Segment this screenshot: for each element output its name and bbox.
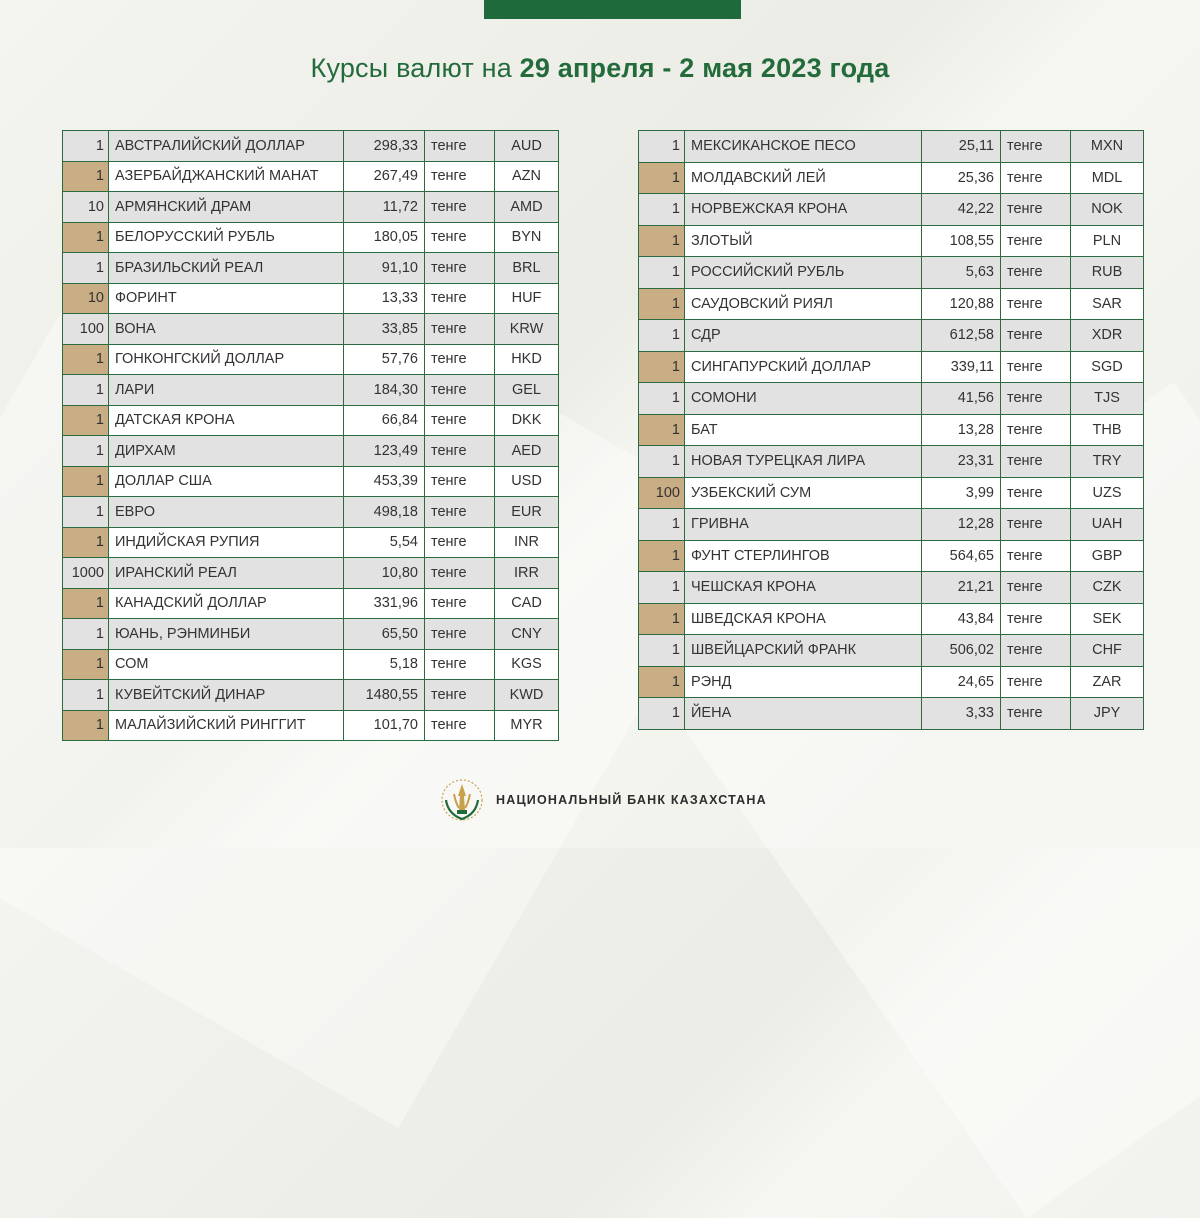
table-row bbox=[63, 222, 559, 253]
table-row bbox=[63, 192, 559, 223]
currency-name-cell: ГРИВНА bbox=[685, 509, 922, 541]
nominal-cell: 1 bbox=[639, 194, 685, 226]
currency-code-cell: AMD bbox=[495, 192, 559, 223]
unit-cell: тенге bbox=[1001, 603, 1071, 635]
currency-name-cell: ДИРХАМ bbox=[109, 436, 344, 467]
currency-name-cell: СИНГАПУРСКИЙ ДОЛЛАР bbox=[685, 351, 922, 383]
currency-code-cell: DKK bbox=[495, 405, 559, 436]
currency-code-cell: UZS bbox=[1071, 477, 1144, 509]
table-row bbox=[63, 680, 559, 711]
rate-cell: 13,33 bbox=[344, 283, 425, 314]
currency-name-cell: АВСТРАЛИЙСКИЙ ДОЛЛАР bbox=[109, 131, 344, 162]
rate-cell: 65,50 bbox=[344, 619, 425, 650]
nominal-cell: 1 bbox=[63, 527, 109, 558]
unit-cell: тенге bbox=[1001, 414, 1071, 446]
table-row bbox=[639, 383, 1144, 415]
currency-name-cell: ЗЛОТЫЙ bbox=[685, 225, 922, 257]
nominal-cell: 100 bbox=[639, 477, 685, 509]
unit-cell: тенге bbox=[1001, 162, 1071, 194]
currency-code-cell: AZN bbox=[495, 161, 559, 192]
currency-name-cell: РОССИЙСКИЙ РУБЛЬ bbox=[685, 257, 922, 289]
rate-cell: 43,84 bbox=[922, 603, 1001, 635]
currency-name-cell: БЕЛОРУССКИЙ РУБЛЬ bbox=[109, 222, 344, 253]
rate-cell: 108,55 bbox=[922, 225, 1001, 257]
currency-code-cell: NOK bbox=[1071, 194, 1144, 226]
nominal-cell: 1 bbox=[639, 162, 685, 194]
currency-name-cell: ЮАНЬ, РЭНМИНБИ bbox=[109, 619, 344, 650]
unit-cell: тенге bbox=[425, 405, 495, 436]
currency-name-cell: КУВЕЙТСКИЙ ДИНАР bbox=[109, 680, 344, 711]
unit-cell: тенге bbox=[1001, 666, 1071, 698]
table-row bbox=[63, 131, 559, 162]
currency-code-cell: BYN bbox=[495, 222, 559, 253]
nominal-cell: 1 bbox=[639, 257, 685, 289]
currency-name-cell: ШВЕЙЦАРСКИЙ ФРАНК bbox=[685, 635, 922, 667]
rate-cell: 331,96 bbox=[344, 588, 425, 619]
nominal-cell: 1 bbox=[63, 710, 109, 741]
currency-code-cell: KWD bbox=[495, 680, 559, 711]
rate-cell: 5,63 bbox=[922, 257, 1001, 289]
title-dates: 29 апреля - 2 мая 2023 года bbox=[519, 53, 890, 83]
nominal-cell: 1 bbox=[639, 509, 685, 541]
currency-name-cell: АРМЯНСКИЙ ДРАМ bbox=[109, 192, 344, 223]
currency-name-cell: ФОРИНТ bbox=[109, 283, 344, 314]
table-row bbox=[63, 436, 559, 467]
rate-cell: 339,11 bbox=[922, 351, 1001, 383]
table-row bbox=[639, 446, 1144, 478]
table-row bbox=[63, 161, 559, 192]
nominal-cell: 1 bbox=[639, 666, 685, 698]
unit-cell: тенге bbox=[425, 344, 495, 375]
table-row bbox=[639, 572, 1144, 604]
rate-cell: 453,39 bbox=[344, 466, 425, 497]
unit-cell: тенге bbox=[425, 680, 495, 711]
currency-name-cell: НОВАЯ ТУРЕЦКАЯ ЛИРА bbox=[685, 446, 922, 478]
currency-name-cell: ГОНКОНГСКИЙ ДОЛЛАР bbox=[109, 344, 344, 375]
nominal-cell: 1 bbox=[63, 619, 109, 650]
currency-code-cell: HKD bbox=[495, 344, 559, 375]
unit-cell: тенге bbox=[425, 131, 495, 162]
currency-name-cell: УЗБЕКСКИЙ СУМ bbox=[685, 477, 922, 509]
currency-name-cell: ЕВРО bbox=[109, 497, 344, 528]
nominal-cell: 1 bbox=[63, 344, 109, 375]
nominal-cell: 10 bbox=[63, 283, 109, 314]
currency-code-cell: AED bbox=[495, 436, 559, 467]
nominal-cell: 1 bbox=[639, 572, 685, 604]
rate-cell: 564,65 bbox=[922, 540, 1001, 572]
table-row bbox=[639, 257, 1144, 289]
currency-code-cell: CHF bbox=[1071, 635, 1144, 667]
rate-cell: 12,28 bbox=[922, 509, 1001, 541]
table-row bbox=[639, 162, 1144, 194]
currency-name-cell: ЙЕНА bbox=[685, 698, 922, 730]
currency-name-cell: АЗЕРБАЙДЖАНСКИЙ МАНАТ bbox=[109, 161, 344, 192]
table-row bbox=[639, 540, 1144, 572]
unit-cell: тенге bbox=[1001, 698, 1071, 730]
currency-code-cell: ZAR bbox=[1071, 666, 1144, 698]
table-row bbox=[63, 344, 559, 375]
currency-code-cell: CNY bbox=[495, 619, 559, 650]
unit-cell: тенге bbox=[425, 283, 495, 314]
table-row bbox=[63, 649, 559, 680]
bank-name: НАЦИОНАЛЬНЫЙ БАНК КАЗАХСТАНА bbox=[496, 793, 767, 807]
nominal-cell: 1 bbox=[63, 131, 109, 162]
rates-table-left bbox=[62, 130, 559, 741]
unit-cell: тенге bbox=[1001, 446, 1071, 478]
unit-cell: тенге bbox=[1001, 540, 1071, 572]
currency-code-cell: BRL bbox=[495, 253, 559, 284]
currency-code-cell: RUB bbox=[1071, 257, 1144, 289]
table-row bbox=[639, 698, 1144, 730]
currency-name-cell: ЧЕШСКАЯ КРОНА bbox=[685, 572, 922, 604]
currency-name-cell: ШВЕДСКАЯ КРОНА bbox=[685, 603, 922, 635]
rates-table-right bbox=[638, 130, 1144, 730]
unit-cell: тенге bbox=[1001, 131, 1071, 163]
nominal-cell: 100 bbox=[63, 314, 109, 345]
currency-code-cell: XDR bbox=[1071, 320, 1144, 352]
currency-name-cell: РЭНД bbox=[685, 666, 922, 698]
rate-cell: 123,49 bbox=[344, 436, 425, 467]
nominal-cell: 1 bbox=[63, 222, 109, 253]
nominal-cell: 1 bbox=[639, 225, 685, 257]
nominal-cell: 1 bbox=[63, 436, 109, 467]
rate-cell: 21,21 bbox=[922, 572, 1001, 604]
table-row bbox=[639, 603, 1144, 635]
currency-code-cell: SGD bbox=[1071, 351, 1144, 383]
unit-cell: тенге bbox=[425, 527, 495, 558]
rate-cell: 180,05 bbox=[344, 222, 425, 253]
rate-cell: 1480,55 bbox=[344, 680, 425, 711]
nominal-cell: 1 bbox=[63, 497, 109, 528]
currency-name-cell: ДОЛЛАР США bbox=[109, 466, 344, 497]
table-row bbox=[63, 710, 559, 741]
unit-cell: тенге bbox=[1001, 383, 1071, 415]
table-row bbox=[639, 288, 1144, 320]
nominal-cell: 1 bbox=[639, 540, 685, 572]
rate-cell: 506,02 bbox=[922, 635, 1001, 667]
table-row bbox=[63, 253, 559, 284]
table-row bbox=[63, 405, 559, 436]
currency-code-cell: GEL bbox=[495, 375, 559, 406]
table-row bbox=[639, 509, 1144, 541]
rate-cell: 66,84 bbox=[344, 405, 425, 436]
currency-name-cell: МАЛАЙЗИЙСКИЙ РИНГГИТ bbox=[109, 710, 344, 741]
rate-cell: 3,33 bbox=[922, 698, 1001, 730]
table-row bbox=[639, 131, 1144, 163]
currency-code-cell: KRW bbox=[495, 314, 559, 345]
table-row bbox=[63, 558, 559, 589]
rate-cell: 23,31 bbox=[922, 446, 1001, 478]
unit-cell: тенге bbox=[425, 161, 495, 192]
nominal-cell: 1 bbox=[639, 383, 685, 415]
unit-cell: тенге bbox=[425, 558, 495, 589]
unit-cell: тенге bbox=[1001, 320, 1071, 352]
table-row bbox=[639, 414, 1144, 446]
nominal-cell: 1 bbox=[639, 635, 685, 667]
nominal-cell: 1 bbox=[63, 680, 109, 711]
nominal-cell: 1 bbox=[63, 466, 109, 497]
currency-name-cell: ЛАРИ bbox=[109, 375, 344, 406]
table-row bbox=[639, 225, 1144, 257]
table-row bbox=[63, 283, 559, 314]
rate-cell: 184,30 bbox=[344, 375, 425, 406]
nominal-cell: 1 bbox=[639, 131, 685, 163]
unit-cell: тенге bbox=[1001, 194, 1071, 226]
rate-cell: 25,36 bbox=[922, 162, 1001, 194]
title-prefix: Курсы валют на bbox=[310, 53, 520, 83]
table-row bbox=[639, 194, 1144, 226]
currency-name-cell: СОМ bbox=[109, 649, 344, 680]
currency-name-cell: САУДОВСКИЙ РИЯЛ bbox=[685, 288, 922, 320]
nominal-cell: 1 bbox=[639, 698, 685, 730]
rate-cell: 11,72 bbox=[344, 192, 425, 223]
rate-cell: 5,18 bbox=[344, 649, 425, 680]
unit-cell: тенге bbox=[425, 649, 495, 680]
currency-code-cell: AUD bbox=[495, 131, 559, 162]
currency-code-cell: SEK bbox=[1071, 603, 1144, 635]
currency-code-cell: MYR bbox=[495, 710, 559, 741]
currency-code-cell: SAR bbox=[1071, 288, 1144, 320]
currency-code-cell: UAH bbox=[1071, 509, 1144, 541]
currency-code-cell: EUR bbox=[495, 497, 559, 528]
unit-cell: тенге bbox=[1001, 477, 1071, 509]
currency-name-cell: ВОНА bbox=[109, 314, 344, 345]
unit-cell: тенге bbox=[425, 436, 495, 467]
currency-code-cell: THB bbox=[1071, 414, 1144, 446]
unit-cell: тенге bbox=[425, 710, 495, 741]
unit-cell: тенге bbox=[1001, 572, 1071, 604]
currency-name-cell: БАТ bbox=[685, 414, 922, 446]
currency-name-cell: БРАЗИЛЬСКИЙ РЕАЛ bbox=[109, 253, 344, 284]
top-accent-bar bbox=[484, 0, 741, 19]
nominal-cell: 1000 bbox=[63, 558, 109, 589]
unit-cell: тенге bbox=[425, 222, 495, 253]
rate-cell: 5,54 bbox=[344, 527, 425, 558]
table-row bbox=[63, 497, 559, 528]
rate-cell: 267,49 bbox=[344, 161, 425, 192]
unit-cell: тенге bbox=[1001, 257, 1071, 289]
unit-cell: тенге bbox=[1001, 509, 1071, 541]
currency-code-cell: MDL bbox=[1071, 162, 1144, 194]
nominal-cell: 1 bbox=[639, 414, 685, 446]
rate-cell: 3,99 bbox=[922, 477, 1001, 509]
rate-cell: 10,80 bbox=[344, 558, 425, 589]
currency-code-cell: HUF bbox=[495, 283, 559, 314]
nominal-cell: 1 bbox=[639, 288, 685, 320]
currency-code-cell: CZK bbox=[1071, 572, 1144, 604]
currency-name-cell: НОРВЕЖСКАЯ КРОНА bbox=[685, 194, 922, 226]
page-title bbox=[0, 53, 1200, 84]
nominal-cell: 1 bbox=[63, 405, 109, 436]
rate-cell: 13,28 bbox=[922, 414, 1001, 446]
national-bank-emblem-icon bbox=[440, 778, 484, 822]
unit-cell: тенге bbox=[1001, 288, 1071, 320]
currency-code-cell: KGS bbox=[495, 649, 559, 680]
currency-code-cell: IRR bbox=[495, 558, 559, 589]
rate-cell: 101,70 bbox=[344, 710, 425, 741]
currency-name-cell: ИРАНСКИЙ РЕАЛ bbox=[109, 558, 344, 589]
rate-cell: 298,33 bbox=[344, 131, 425, 162]
currency-code-cell: JPY bbox=[1071, 698, 1144, 730]
currency-name-cell: КАНАДСКИЙ ДОЛЛАР bbox=[109, 588, 344, 619]
currency-name-cell: ИНДИЙСКАЯ РУПИЯ bbox=[109, 527, 344, 558]
rate-cell: 57,76 bbox=[344, 344, 425, 375]
table-row bbox=[639, 477, 1144, 509]
rate-cell: 33,85 bbox=[344, 314, 425, 345]
currency-name-cell: ФУНТ СТЕРЛИНГОВ bbox=[685, 540, 922, 572]
nominal-cell: 1 bbox=[639, 603, 685, 635]
nominal-cell: 1 bbox=[63, 161, 109, 192]
nominal-cell: 1 bbox=[63, 588, 109, 619]
nominal-cell: 1 bbox=[639, 351, 685, 383]
footer bbox=[440, 778, 767, 822]
table-row bbox=[63, 375, 559, 406]
currency-name-cell: СДР bbox=[685, 320, 922, 352]
currency-code-cell: INR bbox=[495, 527, 559, 558]
unit-cell: тенге bbox=[425, 497, 495, 528]
unit-cell: тенге bbox=[425, 375, 495, 406]
currency-code-cell: TRY bbox=[1071, 446, 1144, 478]
table-row bbox=[639, 666, 1144, 698]
unit-cell: тенге bbox=[425, 253, 495, 284]
table-row bbox=[63, 314, 559, 345]
unit-cell: тенге bbox=[425, 192, 495, 223]
unit-cell: тенге bbox=[425, 314, 495, 345]
currency-code-cell: CAD bbox=[495, 588, 559, 619]
table-row bbox=[63, 588, 559, 619]
rate-cell: 41,56 bbox=[922, 383, 1001, 415]
unit-cell: тенге bbox=[1001, 351, 1071, 383]
rate-cell: 120,88 bbox=[922, 288, 1001, 320]
currency-name-cell: СОМОНИ bbox=[685, 383, 922, 415]
nominal-cell: 1 bbox=[639, 320, 685, 352]
unit-cell: тенге bbox=[425, 466, 495, 497]
unit-cell: тенге bbox=[425, 619, 495, 650]
unit-cell: тенге bbox=[425, 588, 495, 619]
currency-code-cell: PLN bbox=[1071, 225, 1144, 257]
nominal-cell: 1 bbox=[639, 446, 685, 478]
currency-name-cell: ДАТСКАЯ КРОНА bbox=[109, 405, 344, 436]
currency-name-cell: МОЛДАВСКИЙ ЛЕЙ bbox=[685, 162, 922, 194]
table-row bbox=[63, 619, 559, 650]
nominal-cell: 10 bbox=[63, 192, 109, 223]
rate-cell: 42,22 bbox=[922, 194, 1001, 226]
nominal-cell: 1 bbox=[63, 253, 109, 284]
rate-cell: 91,10 bbox=[344, 253, 425, 284]
table-row bbox=[63, 466, 559, 497]
currency-code-cell: TJS bbox=[1071, 383, 1144, 415]
currency-code-cell: MXN bbox=[1071, 131, 1144, 163]
unit-cell: тенге bbox=[1001, 635, 1071, 667]
unit-cell: тенге bbox=[1001, 225, 1071, 257]
table-row bbox=[639, 635, 1144, 667]
rate-cell: 24,65 bbox=[922, 666, 1001, 698]
table-row bbox=[63, 527, 559, 558]
nominal-cell: 1 bbox=[63, 375, 109, 406]
rate-cell: 25,11 bbox=[922, 131, 1001, 163]
currency-code-cell: USD bbox=[495, 466, 559, 497]
nominal-cell: 1 bbox=[63, 649, 109, 680]
rate-cell: 612,58 bbox=[922, 320, 1001, 352]
table-row bbox=[639, 320, 1144, 352]
currency-code-cell: GBP bbox=[1071, 540, 1144, 572]
table-row bbox=[639, 351, 1144, 383]
rate-cell: 498,18 bbox=[344, 497, 425, 528]
currency-name-cell: МЕКСИКАНСКОЕ ПЕСО bbox=[685, 131, 922, 163]
